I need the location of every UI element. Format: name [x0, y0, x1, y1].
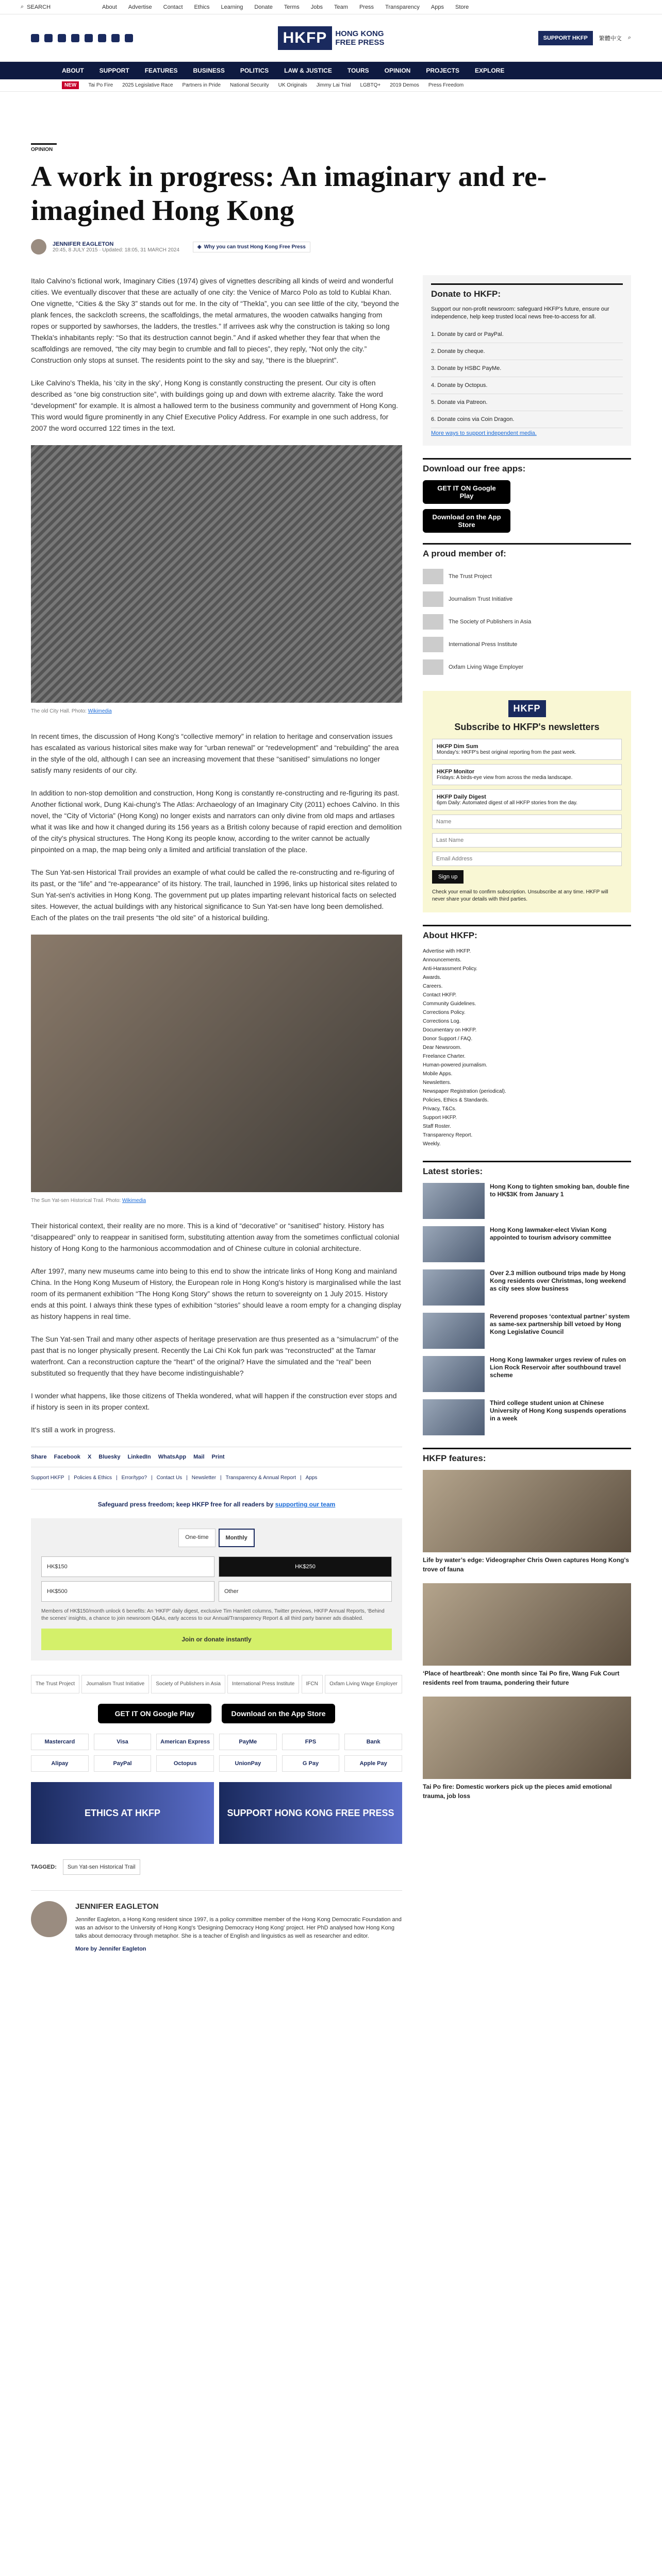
promo-banners — [31, 1782, 402, 1844]
caption-link[interactable]: Wikimedia — [88, 708, 112, 714]
paragraph: It's still a work in progress. — [31, 1426, 115, 1434]
sign-up-button[interactable]: Sign up — [432, 870, 464, 884]
payment-logo: UnionPay — [219, 1755, 277, 1772]
utility-link[interactable]: Store — [455, 4, 469, 10]
support-pitch: Safeguard press freedom; keep HKFP free for all readers by supporting our team — [97, 1501, 336, 1508]
footer-link[interactable]: Policies & Ethics — [74, 1475, 112, 1481]
author-avatar — [31, 239, 46, 255]
author-name[interactable]: JENNIFER EAGLETON — [53, 241, 114, 247]
story-thumbnail — [423, 1183, 485, 1219]
member-logo: The Trust Project — [423, 565, 631, 588]
email-field[interactable] — [432, 852, 622, 866]
newsletter-option[interactable]: HKFP Dim Sum Monday's: HKFP's best original reporting from the past week. — [432, 739, 622, 760]
member-logo: Journalism Trust Initiative — [423, 588, 631, 611]
social-icons — [31, 34, 165, 42]
footer-link[interactable]: Contact Us — [156, 1475, 183, 1481]
donation-frequency — [41, 1529, 392, 1547]
newsletter-fine-print: Check your email to confirm subscription. Unsubscribe at any time. HKFP will never share your details with third parties. — [432, 889, 608, 902]
photo-caption: The Sun Yat-sen Historical Trail. Photo: Wikimedia — [31, 1198, 146, 1204]
footer-link[interactable]: Support HKFP — [31, 1475, 64, 1481]
top-utility-bar — [0, 0, 662, 14]
donate-option[interactable]: 6. Donate coins via Coin Dragon. — [431, 411, 623, 428]
payment-logo: G Pay — [282, 1755, 340, 1772]
newsletter-widget — [423, 691, 631, 912]
payment-logo: Apple Pay — [344, 1755, 402, 1772]
utility-link[interactable]: Contact — [163, 4, 183, 10]
paragraph: I wonder what happens, like those citizens of Thekla wondered, what will happen if the construction ever stops and if history is seen in its proper context. — [31, 1392, 397, 1411]
donate-option[interactable]: 3. Donate by HSBC PayMe. — [431, 360, 623, 377]
widget-title: Donate to HKFP: — [431, 283, 623, 299]
payment-methods — [31, 1734, 402, 1772]
utility-link[interactable]: Apps — [431, 4, 444, 10]
article-title: A work in progress: An imaginary and re-imagined Hong Kong — [31, 161, 547, 227]
trust-logo: The Trust Project — [31, 1675, 79, 1693]
logo-box: HKFP — [278, 26, 333, 50]
main-nav — [0, 62, 662, 79]
paragraph: The Sun Yat-sen Historical Trail provides an example of what could be called the re-constructing and re-figuring of its past, or the “life” and “re-appearance” of its history. The trail, launched in 1996, links up historical sites related to Sun Yat-sen's activities in Hong Kong. The government put up plates imparting relevant historical facts on selected sites. However, the actual buildings with any historical significance to Sun Yat-sen have long been demolished. Each of the plates on the trail presents “the old site” of a historical building. — [31, 868, 397, 922]
article-body — [31, 275, 402, 1955]
utility-link[interactable]: Learning — [221, 4, 243, 10]
member-logo: International Press Institute — [423, 633, 631, 656]
share-bluesky[interactable]: Bluesky — [98, 1454, 121, 1460]
more-ways-link[interactable]: More ways to support independent media. — [431, 430, 537, 436]
nav-item[interactable]: POLITICS — [240, 67, 269, 74]
hot-topic-link[interactable]: National Security — [230, 82, 269, 88]
payment-logo: Octopus — [156, 1755, 214, 1772]
donate-option[interactable]: 1. Donate by card or PayPal. — [431, 326, 623, 343]
payment-logo: Bank — [344, 1734, 402, 1750]
article-category[interactable]: OPINION — [31, 143, 57, 152]
story-item[interactable]: Over 2.3 million outbound trips made by Hong Kong residents over Christmas, long weekend as city sees slow business — [423, 1269, 631, 1306]
top-search[interactable]: ⌕ SEARCH — [21, 4, 51, 10]
share-bar — [31, 1447, 402, 1467]
member-logos — [423, 565, 631, 679]
utility-link[interactable]: Terms — [284, 4, 300, 10]
ethics-banner[interactable]: ETHICS AT HKFP — [31, 1782, 214, 1844]
utility-link[interactable]: Transparency — [385, 4, 420, 10]
photo-caption: The old City Hall. Photo: Wikimedia — [31, 708, 112, 714]
feature-image — [423, 1697, 631, 1779]
utility-link[interactable]: Ethics — [194, 4, 210, 10]
facebook-icon[interactable] — [31, 34, 39, 42]
story-item[interactable]: Hong Kong lawmaker-elect Vivian Kong appointed to tourism advisory committee — [423, 1226, 631, 1262]
youtube-icon[interactable] — [85, 34, 93, 42]
feature-image — [423, 1583, 631, 1666]
article-footer-links: Support HKFP | Policies & Ethics | Error/typo? | Contact Us | Newsletter | Transparency & Annual Report | Apps — [31, 1472, 402, 1489]
donate-option[interactable]: 5. Donate via Patreon. — [431, 394, 623, 411]
sun-yat-sen-trail-photo — [31, 935, 402, 1192]
newsletter-option[interactable]: HKFP Daily Digest 6pm Daily: Automated digest of all HKFP stories from the day. — [432, 789, 622, 810]
utility-nav — [102, 4, 469, 10]
google-play-badge[interactable]: GET IT ON Google Play — [423, 480, 510, 504]
instagram-icon[interactable] — [58, 34, 66, 42]
bio-name: JENNIFER EAGLETON — [75, 1902, 159, 1911]
masthead-actions — [497, 31, 631, 45]
nav-item[interactable]: TOURS — [347, 67, 369, 74]
nav-item[interactable]: BUSINESS — [193, 67, 225, 74]
share-mail[interactable]: Mail — [193, 1454, 205, 1460]
payment-logo: PayPal — [94, 1755, 152, 1772]
hot-topic-link[interactable]: Tai Po Fire — [88, 82, 113, 88]
about-link[interactable]: Documentary on HKFP. — [423, 1027, 477, 1033]
amount-other[interactable]: Other — [219, 1581, 392, 1602]
nav-item[interactable]: SUPPORT — [99, 67, 129, 74]
utility-link[interactable]: Press — [359, 4, 374, 10]
newsletter-option[interactable]: HKFP Monitor Fridays: A birds-eye view from across the media landscape. — [432, 764, 622, 785]
paragraph: Italo Calvino's fictional work, Imaginary Cities (1974) gives of vignettes describing all kinds of weird and wonderful cities. We eventually discover that these are actually of one city: the Venice of Marco Polo as told to Kublai Khan. One vignette, “Cities & the Sky 3” stands out for me. In the city of “Thekla”, you can see little of the city, “beyond the plank fences, the sackcloth screens, the scaffoldings, the metal armatures, the wooden catwalks hanging from ropes or supported by sawhorses, the ladders, the trestles.” If arrivees ask why the construction is taking so long Thekla's inhabitants reply: “So that its destruction cannot begin.” And if asked whether they fear that when the scaffoldings are removed, “the city may begin to crumble and fall to pieces”, they reply, “Not only the city.” Construction only stops at sunset. The residents point to the sky and say, “there is the blueprint”. — [31, 277, 400, 364]
member-benefits-note: Members of HK$150/month unlock 6 benefits: An ‘HKFP’ daily digest, exclusive Tim Hamlett columns, Twitter previews, HKFP Annual Reports, ‘Behind the scenes’ insights, a chance to join newsroom Q&As, early access to our Annual/Transparency Report & all third party banner ads disabled. — [41, 1608, 385, 1621]
story-thumbnail — [423, 1399, 485, 1435]
freq-one-time[interactable]: One-time — [178, 1529, 215, 1547]
tags: TAGGED: Sun Yat-sen Historical Trail — [31, 1859, 402, 1875]
content-wrap — [0, 275, 662, 1955]
feature-item[interactable]: Life by water’s edge: Videographer Chris Owen captures Hong Kong's trove of fauna — [423, 1470, 631, 1574]
about-link[interactable]: Advertise with HKFP. — [423, 948, 471, 954]
about-link[interactable]: Weekly. — [423, 1141, 441, 1147]
member-logo: The Society of Publishers in Asia — [423, 611, 631, 633]
hot-topic-link[interactable]: Partners in Pride — [182, 82, 221, 88]
shield-icon: ◈ — [197, 244, 202, 250]
nav-item[interactable]: FEATURES — [144, 67, 178, 74]
footer-link[interactable]: Newsletter — [191, 1475, 217, 1481]
x-icon[interactable] — [44, 34, 53, 42]
amount-option-selected[interactable]: HK$250 — [219, 1556, 392, 1577]
story-item[interactable]: Reverend proposes ‘contextual partner’ system as same-sex partnership bill vetoed by Hong Kong Legislative Council — [423, 1313, 631, 1349]
name-field[interactable] — [432, 815, 622, 829]
hot-topic-link[interactable]: Jimmy Lai Trial — [316, 82, 351, 88]
threads-icon[interactable] — [71, 34, 79, 42]
about-link[interactable]: Mobile Apps. — [423, 1071, 453, 1077]
app-store-badges — [31, 1704, 402, 1723]
about-link[interactable]: Staff Roster. — [423, 1124, 451, 1129]
last-name-field[interactable] — [432, 833, 622, 848]
paragraph: Their historical context, their reality are no more. This is a kind of “decorative” or “sanitised” history. History has “disappeared” only to reappear in sanitised form, substituting attention away from the sometimes conflictual colonial history of Hong Kong to the harmonious accommodation and of Chinese culture in colonial architecture. — [31, 1222, 400, 1252]
about-links — [423, 947, 631, 1148]
about-link[interactable]: Support HKFP. — [423, 1115, 457, 1121]
hot-topic-link[interactable]: LGBTQ+ — [360, 82, 381, 88]
widget-title: A proud member of: — [423, 543, 631, 559]
freq-monthly[interactable]: Monthly — [219, 1529, 255, 1547]
payment-logo: FPS — [282, 1734, 340, 1750]
support-team-link[interactable]: supporting our team — [275, 1501, 336, 1508]
nav-item[interactable]: OPINION — [384, 67, 411, 74]
old-city-hall-photo — [31, 445, 402, 703]
paragraph: In addition to non-stop demolition and construction, Hong Kong is constantly re-constructing and re-figuring its past. Another fictional work, Dung Kai-chung's The Atlas: Archaeology of an Imaginary City (2011) echoes Calvino. In this novel, the “City of Victoria” (Hong Kong) no longer exists and narrators can only divine from old maps and artlases what it was like and how it changed during its 156 years as a British colony because of rapid erection and demolition of the city's physical structures. The Hong Kong its people know, according to the writer cannot be actually pinpointed on a map, the map being only a limited and artificial translation of the place. — [31, 789, 402, 854]
donation-box — [31, 1518, 402, 1660]
paragraph: Like Calvino's Thekla, his ‘city in the sky’, Hong Kong is constantly constructing the present. Our city is often described as “one big construction site”, with buildings going up and down with extreme alacrity. Take the word “development” for example. It is almost a hallowed term to the business community and government of Hong Kong. This word would figure prominently in any Chief Executive Policy Address. For example in one such address, for 2007 the word occurred 122 times in the text. — [31, 379, 399, 432]
footer-link[interactable]: Apps — [305, 1475, 318, 1481]
latest-stories — [423, 1183, 631, 1435]
donate-option[interactable]: 2. Donate by cheque. — [431, 343, 623, 360]
trust-logo: International Press Institute — [227, 1675, 299, 1693]
tag-link[interactable]: Sun Yat-sen Historical Trail — [63, 1859, 140, 1875]
footer-link[interactable]: Error/typo? — [121, 1475, 147, 1481]
logo-box: HKFP — [508, 700, 546, 717]
trust-logo: Society of Publishers in Asia — [151, 1675, 225, 1693]
search-icon[interactable]: ⌕ — [627, 35, 631, 41]
feature-item[interactable]: ‘Place of heartbreak’: One month since Tai Po fire, Wang Fuk Court residents reel from trauma, pondering their future — [423, 1583, 631, 1687]
hot-topics-bar — [0, 79, 662, 92]
new-badge: NEW — [62, 81, 79, 89]
donate-button[interactable]: Join or donate instantly — [41, 1629, 392, 1650]
donation-amounts — [41, 1556, 392, 1602]
feature-image — [423, 1470, 631, 1552]
search-icon: ⌕ — [21, 4, 24, 10]
share-linkedin[interactable]: LinkedIn — [127, 1454, 151, 1460]
trust-logo: Oxfam Living Wage Employer — [325, 1675, 402, 1693]
widget-title: Download our free apps: — [423, 458, 631, 474]
story-item[interactable]: Third college student union at Chinese University of Hong Kong suspends operations in a week — [423, 1399, 631, 1435]
author-bio — [31, 1890, 402, 1955]
utility-link[interactable]: About — [102, 4, 117, 10]
nav-item[interactable]: PROJECTS — [426, 67, 459, 74]
article-dates: 20:45, 8 JULY 2015 · Updated: 18:05, 31 MARCH 2024 — [53, 247, 179, 253]
widget-title: HKFP features: — [423, 1448, 631, 1464]
site-logo[interactable] — [278, 26, 385, 50]
about-link[interactable]: Announcements. — [423, 957, 462, 963]
feature-stories — [423, 1470, 631, 1801]
trust-logo: IFCN — [302, 1675, 323, 1693]
paragraph: In recent times, the discussion of Hong Kong's “collective memory” in relation to heritage and conservation issues has escalated as various historical sites make way for “urban renewal” or “redevelopment” and “rebuilding” the area in the style of the old, although I can see an increasing movement that these “sanitised” simulations no longer satisfy many residents of our city. — [31, 732, 399, 774]
utility-link[interactable]: Jobs — [310, 4, 323, 10]
about-link[interactable]: Transparency Report. — [423, 1132, 473, 1138]
paragraph: After 1997, many new museums came into being to this end to show the intricate links of Hong Kong and mainland China. In the Hong Kong Museum of History, the European role in Hong Kong's history is marginalised while the last room of its permanent exhibition “The Hong Kong Story” shows the return to sovereignty on 1 July 2015. History ends at this point. I always think these types of exhibition “stories” should leave a room empty for a changing display as history happens in real time. — [31, 1267, 402, 1320]
nav-item[interactable]: EXPLORE — [475, 67, 505, 74]
about-link[interactable]: Newspaper Registration (periodical). — [423, 1089, 506, 1094]
share-print[interactable]: Print — [211, 1454, 225, 1460]
payment-logo: Visa — [94, 1734, 152, 1750]
hot-topic-link[interactable]: UK Originals — [278, 82, 307, 88]
utility-link[interactable]: Team — [334, 4, 348, 10]
about-link[interactable]: Newsletters. — [423, 1080, 452, 1086]
paragraph: The Sun Yat-sen Trail and many other aspects of heritage preservation are thus presented as a “simulacrum” of the past that is no longer physically present. Recently the Lai Chi Kok fun park was “reconstructed” at the Tamar waterfront. Can a reconstruction capture the “heart” of the original? Have the simulated and the “real” been substituted so frequently that they have become indistinguishable? — [31, 1335, 399, 1377]
mastodon-icon[interactable] — [111, 34, 120, 42]
nav-item[interactable]: ABOUT — [62, 67, 84, 74]
share-label: Share — [31, 1454, 47, 1460]
payment-logo: Mastercard — [31, 1734, 89, 1750]
about-link[interactable]: Freelance Charter. — [423, 1054, 466, 1059]
trust-logo: Journalism Trust Initiative — [81, 1675, 149, 1693]
about-link[interactable]: Corrections Log. — [423, 1019, 461, 1024]
nav-item[interactable]: LAW & JUSTICE — [284, 67, 332, 74]
telegram-icon[interactable] — [98, 34, 106, 42]
bio-text: Jennifer Eagleton, a Hong Kong resident since 1997, is a policy committee member of the Hong Kong Democratic Foundation and was an advisor to the University of Hong Kong's 'Designing Democracy Hong Kong' project. Her PhD analysed how Hong Kong talks about democracy through metaphor. She is a teacher of English and linguistics as well as researcher and editor. — [75, 1917, 402, 1939]
app-store-badge[interactable]: Download on the App Store — [423, 509, 510, 533]
about-link[interactable]: Dear Newsroom. — [423, 1045, 462, 1050]
language-switch[interactable]: 繁體中文 — [599, 35, 622, 42]
hot-topic-link[interactable]: 2025 Legislative Race — [122, 82, 173, 88]
widget-title: Latest stories: — [423, 1161, 631, 1177]
about-link[interactable]: Anti-Harassment Policy. — [423, 966, 477, 972]
share-facebook[interactable]: Facebook — [54, 1454, 80, 1460]
author-photo — [31, 1901, 67, 1937]
story-item[interactable]: Hong Kong to tighten smoking ban, double fine to HK$3K from January 1 — [423, 1183, 631, 1219]
about-link[interactable]: Corrections Policy. — [423, 1010, 466, 1015]
payment-logo: Alipay — [31, 1755, 89, 1772]
about-link[interactable]: Awards. — [423, 975, 441, 980]
hot-topic-link[interactable]: Press Freedom — [428, 82, 464, 88]
about-link[interactable]: Policies, Ethics & Standards. — [423, 1097, 489, 1103]
sidebar-app-badges — [423, 480, 631, 533]
utility-link[interactable]: Advertise — [128, 4, 152, 10]
masthead — [0, 14, 662, 62]
footer-link[interactable]: Transparency & Annual Report — [225, 1475, 296, 1481]
share-whatsapp[interactable]: WhatsApp — [158, 1454, 187, 1460]
email-icon[interactable] — [125, 34, 133, 42]
amount-option[interactable]: HK$500 — [41, 1581, 214, 1602]
about-link[interactable]: Community Guidelines. — [423, 1001, 476, 1007]
support-hkfp-button[interactable]: SUPPORT HKFP — [538, 31, 593, 45]
about-link[interactable]: Donor Support / FAQ. — [423, 1036, 473, 1042]
hot-topic-link[interactable]: 2019 Demos — [390, 82, 419, 88]
app-store-badge[interactable]: Download on the App Store — [222, 1704, 335, 1723]
donate-text[interactable]: Support our non-profit newsroom: safeguard HKFP's future, ensure our independence, help keep trusted local news free-to-access for all. — [431, 306, 609, 320]
byline — [31, 239, 631, 255]
newsletter-title: Subscribe to HKFP's newsletters — [454, 722, 600, 732]
story-item[interactable]: Hong Kong lawmaker urges review of rules on Lion Rock Reservoir after southbound travel scheme — [423, 1356, 631, 1392]
more-by-author-link[interactable]: More by Jennifer Eagleton — [75, 1946, 146, 1952]
caption-link[interactable]: Wikimedia — [122, 1198, 146, 1204]
feature-item[interactable]: Tai Po fire: Domestic workers pick up the pieces amid emotional trauma, job loss — [423, 1697, 631, 1801]
about-link[interactable]: Careers. — [423, 984, 443, 989]
story-thumbnail — [423, 1226, 485, 1262]
amount-option[interactable]: HK$150 — [41, 1556, 214, 1577]
about-link[interactable]: Privacy, T&Cs. — [423, 1106, 457, 1112]
utility-link[interactable]: Donate — [254, 4, 273, 10]
about-link[interactable]: Contact HKFP. — [423, 992, 457, 998]
story-thumbnail — [423, 1356, 485, 1392]
donate-option[interactable]: 4. Donate by Octopus. — [431, 377, 623, 394]
widget-title: About HKFP: — [423, 925, 631, 941]
about-link[interactable]: Human-powered journalism. — [423, 1062, 488, 1068]
donate-widget — [423, 275, 631, 446]
story-thumbnail — [423, 1269, 485, 1306]
trust-link[interactable]: ◈ Why you can trust Hong Kong Free Press — [193, 242, 310, 252]
google-play-badge[interactable]: GET IT ON Google Play — [98, 1704, 211, 1723]
support-banner[interactable]: SUPPORT HONG KONG FREE PRESS — [219, 1782, 402, 1844]
member-logo: Oxfam Living Wage Employer — [423, 656, 631, 679]
story-thumbnail — [423, 1313, 485, 1349]
sidebar — [423, 275, 631, 1955]
payment-logo: American Express — [156, 1734, 214, 1750]
share-x[interactable]: X — [87, 1454, 92, 1460]
payment-logo: PayMe — [219, 1734, 277, 1750]
trust-logos — [31, 1675, 402, 1693]
logo-text: HONG KONG FREE PRESS — [335, 29, 385, 47]
